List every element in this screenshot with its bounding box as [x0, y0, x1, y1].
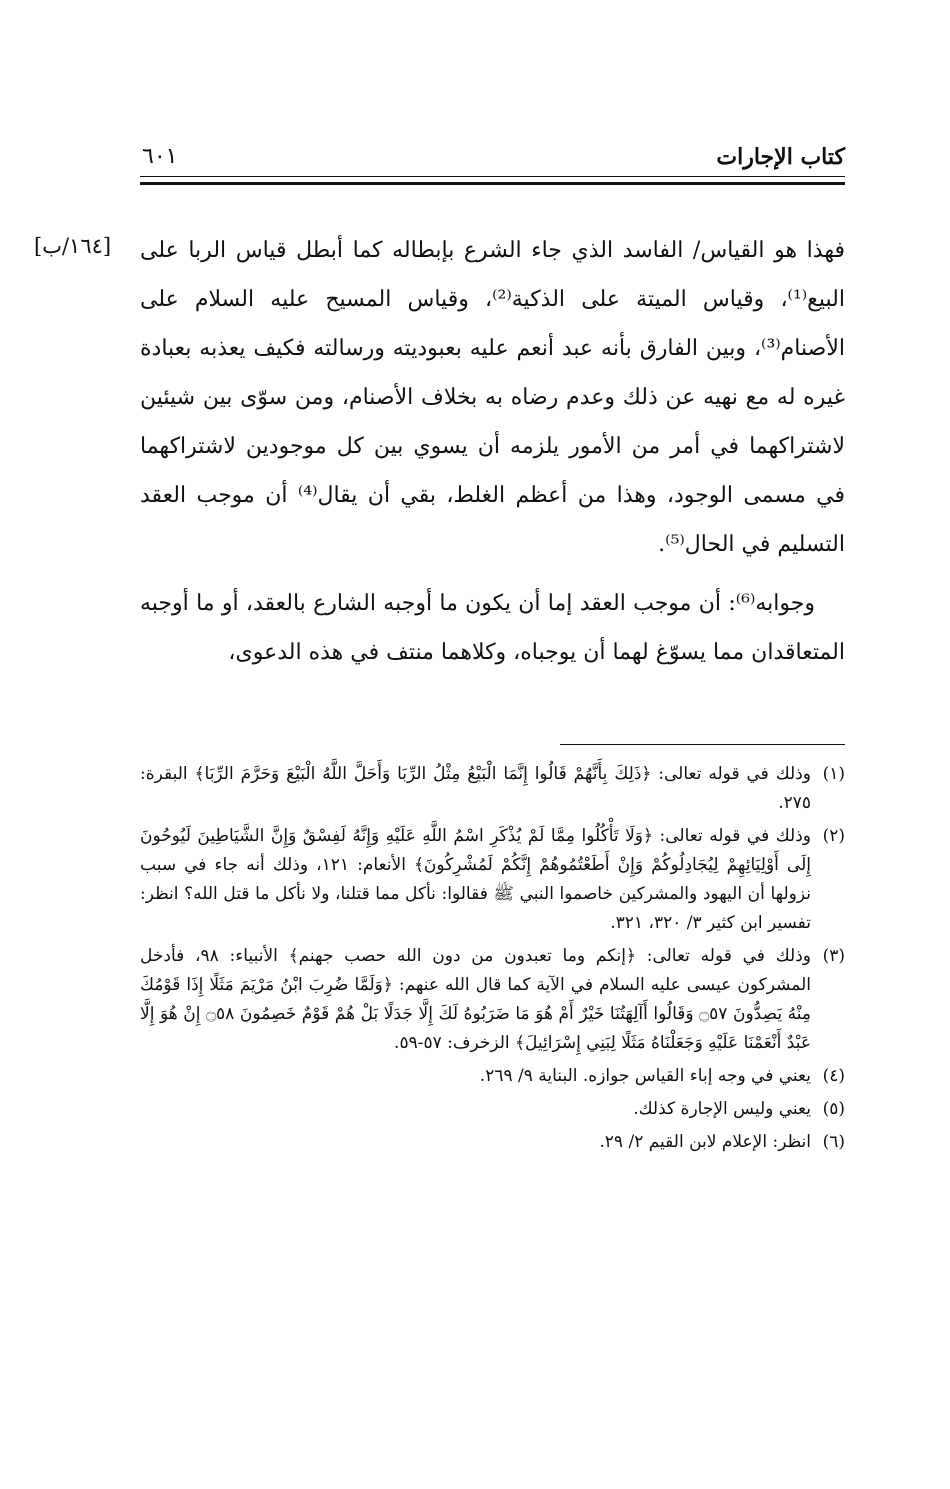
footnote-text: وذلك في قوله تعالى: ﴿إنكم وما تعبدون من دون الله حصب جهنم﴾ الأنبياء: ٩٨، فأدخل المشركون عيسى عليه السلام في الآية كما قال الله عنهم: ﴿وَلَمَّا ضُرِبَ ابْنُ مَرْيَمَ مَثَلًا إِذَا قَوْمُكَ مِنْهُ يَصِدُّونَ ۝٥٧ وَقَالُوا أَآلِهَتُنَا خَيْرٌ أَمْ هُوَ مَا ضَرَبُوهُ لَكَ إِلَّا جَدَلًا بَلْ هُمْ قَوْمٌ خَصِمُونَ ۝٥٨ إِنْ هُوَ إِلَّا عَبْدٌ أَنْعَمْنَا عَلَيْهِ وَجَعَلْنَاهُ مَثَلًا لِبَنِي إِسْرَائِيلَ﴾ الزخرف: ٥٧-٥٩. — [140, 946, 811, 1053]
header-rule-thin — [140, 176, 845, 177]
footnote-number: (٤) — [822, 1066, 845, 1086]
footnote-text: وذلك في قوله تعالى: ﴿وَلَا تَأْكُلُوا مِمَّا لَمْ يُذْكَرِ اسْمُ اللَّهِ عَلَيْهِ وَإِنَّهُ لَفِسْقٌ وَإِنَّ الشَّيَاطِينَ لَيُوحُونَ إِلَى أَوْلِيَائِهِمْ لِيُجَادِلُوكُمْ وَإِنْ أَطَعْتُمُوهُمْ إِنَّكُمْ لَمُشْرِكُونَ﴾ الأنعام: ١٢١، وذلك أنه جاء في سبب نزولها أن اليهود والمشركين خاصموا النبي ﷺ فقالوا: نأكل مما قتلنا، ولا نأكل ما قتل الله؟ انظر: تفسير ابن كثير ٣/ ٣٢٠، ٣٢١. — [140, 826, 812, 933]
main-text — [140, 226, 845, 677]
footnote-number: (٣) — [822, 946, 845, 966]
footnote-number: (٦) — [822, 1132, 845, 1152]
footnote-number: (١) — [822, 764, 845, 784]
footnote-6 — [140, 1128, 845, 1157]
footnote-3 — [140, 942, 845, 1058]
footnote-5 — [140, 1095, 845, 1124]
footnote-2 — [140, 822, 845, 938]
footnote-text: وذلك في قوله تعالى: ﴿ذَلِكَ بِأَنَّهُمْ قَالُوا إِنَّمَا الْبَيْعُ مِثْلُ الرِّبَا وَأَحَلَّ اللَّهُ الْبَيْعَ وَحَرَّمَ الرِّبَا﴾ البقرة: ٢٧٥. — [140, 764, 811, 813]
chapter-title: كتاب الإجارات — [716, 144, 845, 170]
footnote-number: (٢) — [822, 826, 845, 846]
main-paragraph-1: فهذا هو القياس/ الفاسد الذي جاء الشرع بإبطاله كما أبطل قياس الربا على البيع⁽¹⁾، وقياس الميتة على الذكية⁽²⁾، وقياس المسيح عليه السلام على الأصنام⁽³⁾، وبين الفارق بأنه عبد أنعم عليه بعبوديته ورسالته فكيف يعذبه بعبادة غيره له مع نهيه عن ذلك وعدم رضاه به بخلاف الأصنام، ومن سوّى بين شيئين لاشتراكهما في أمر من الأمور يلزمه أن يسوي بين كل موجودين لاشتراكهما في مسمى الوجود، وهذا من أعظم الغلط، بقي أن يقال⁽⁴⁾ أن موجب العقد التسليم في الحال⁽⁵⁾. — [140, 238, 846, 557]
footnote-text: يعني وليس الإجارة كذلك. — [633, 1099, 811, 1119]
manuscript-folio-reference: [١٦٤/ب] — [34, 234, 112, 258]
footnote-number: (٥) — [822, 1099, 845, 1119]
header-rule-thick — [140, 182, 845, 185]
footnote-separator — [560, 744, 845, 745]
footnote-text: يعني في وجه إباء القياس جوازه. البناية ٩/ ٢٦٩. — [479, 1066, 811, 1086]
main-paragraph-2: وجوابه⁽⁶⁾: أن موجب العقد إما أن يكون ما أوجبه الشارع بالعقد، أو ما أوجبه المتعاقدان مما يسوّغ لهما أن يوجباه، وكلاهما منتف في هذه الدعوى، — [140, 591, 845, 665]
footnote-text: انظر: الإعلام لابن القيم ٢/ ٢٩. — [599, 1132, 811, 1152]
footnotes — [140, 760, 845, 1161]
footnote-4 — [140, 1062, 845, 1091]
page-number: ٦٠١ — [142, 144, 178, 169]
running-header — [140, 140, 845, 180]
footnote-1 — [140, 760, 845, 818]
